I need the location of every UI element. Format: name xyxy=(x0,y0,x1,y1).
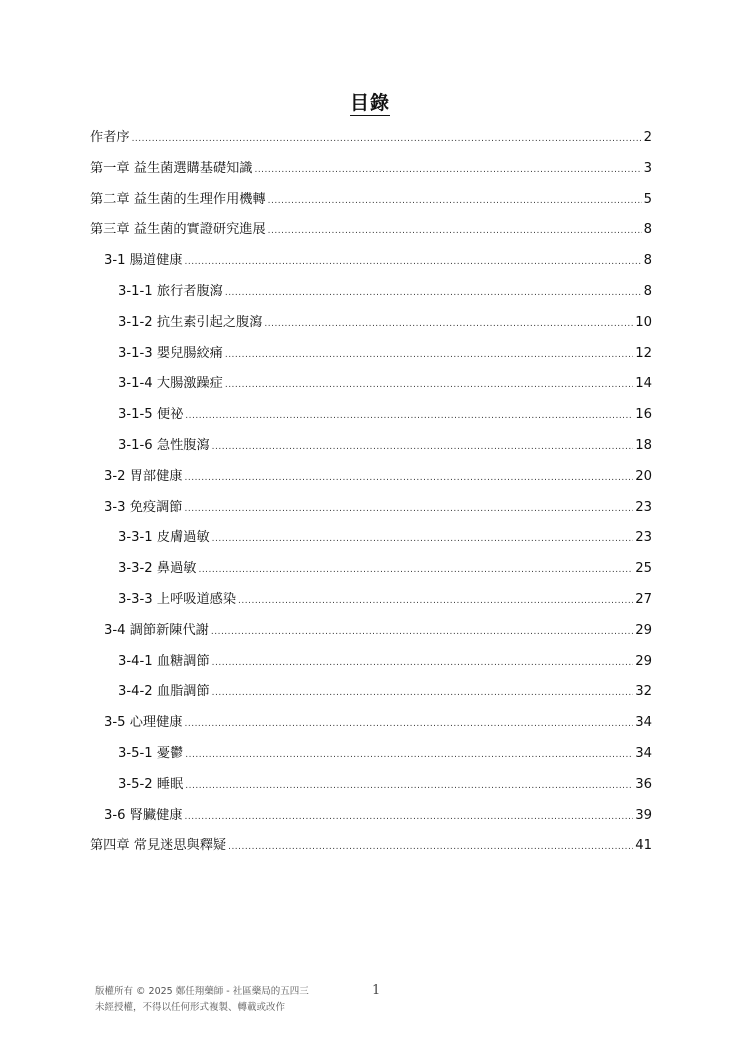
toc-leader-dots xyxy=(212,658,634,668)
toc-leader-dots xyxy=(228,842,633,852)
toc-entry-label: 3-3-2 鼻過敏 xyxy=(118,561,197,577)
toc-entry[interactable] xyxy=(90,526,652,557)
toc-leader-dots xyxy=(238,596,633,606)
toc-entry[interactable] xyxy=(90,403,652,434)
toc-entry-label: 3-3-3 上呼吸道感染 xyxy=(118,591,237,607)
toc-entry[interactable] xyxy=(90,434,652,465)
license-line: 未經授權，不得以任何形式複製、轉載或改作 xyxy=(95,1002,286,1013)
page-number: 1 xyxy=(372,983,381,998)
toc-entry-label: 3-4-2 血脂調節 xyxy=(118,684,210,700)
toc-entry[interactable] xyxy=(90,834,652,865)
toc-entry[interactable] xyxy=(90,465,652,496)
toc-leader-dots xyxy=(212,442,634,452)
toc-entry[interactable] xyxy=(90,680,652,711)
toc-entry[interactable] xyxy=(90,342,652,373)
toc-leader-dots xyxy=(254,165,641,175)
toc-title-text: 目錄 xyxy=(349,92,390,114)
toc-leader-dots xyxy=(184,504,633,514)
toc-leader-dots xyxy=(212,688,634,698)
toc-entry[interactable] xyxy=(90,218,652,249)
toc-entry-page: 20 xyxy=(635,468,652,484)
toc-entry-label: 作者序 xyxy=(90,130,130,145)
toc-entry-page: 14 xyxy=(635,376,652,392)
toc-entry[interactable] xyxy=(90,773,652,804)
toc-entry-label: 第三章 益生菌的實證研究進展 xyxy=(90,222,266,238)
toc-entry-label: 3-1-4 大腸激躁症 xyxy=(118,376,223,392)
toc-entry-label: 第二章 益生菌的生理作用機轉 xyxy=(90,191,266,207)
toc-entry[interactable] xyxy=(90,280,652,311)
toc-entry-page: 10 xyxy=(635,314,652,330)
toc-entry-label: 3-6 腎臟健康 xyxy=(104,807,183,823)
toc-entry-page: 39 xyxy=(635,807,652,823)
toc-entry-page: 32 xyxy=(635,684,652,700)
toc-entry-label: 3-3-1 皮膚過敏 xyxy=(118,530,210,546)
toc-entry[interactable] xyxy=(90,711,652,742)
copyright-line: 版權所有 © 2025 鄭任翔藥師 - 社區藥局的五四三 xyxy=(95,986,309,997)
toc-leader-dots xyxy=(268,226,642,236)
toc-entry[interactable] xyxy=(90,311,652,342)
toc-entry-page: 27 xyxy=(635,591,652,607)
toc-leader-dots xyxy=(185,750,633,760)
toc-entry-page: 29 xyxy=(635,622,652,638)
toc-entry-page: 5 xyxy=(643,191,652,207)
toc-entry-label: 3-3 免疫調節 xyxy=(104,499,183,515)
toc-entry[interactable] xyxy=(90,188,652,219)
toc-leader-dots xyxy=(211,627,633,637)
toc-entry-page: 18 xyxy=(635,437,652,453)
toc-entry-page: 25 xyxy=(635,561,652,577)
toc-entry-label: 3-1-5 便祕 xyxy=(118,407,184,423)
toc-entry-label: 3-1 腸道健康 xyxy=(104,253,183,269)
toc-leader-dots xyxy=(198,565,633,575)
toc-entry-page: 8 xyxy=(643,253,652,269)
toc-title xyxy=(0,88,740,115)
toc-entry-label: 3-1-1 旅行者腹瀉 xyxy=(118,283,223,299)
toc-entry-label: 第四章 常見迷思與釋疑 xyxy=(90,838,227,854)
toc-entry[interactable] xyxy=(90,557,652,588)
toc-leader-dots xyxy=(185,411,633,421)
toc-leader-dots xyxy=(132,134,642,144)
toc-entry-page: 29 xyxy=(635,653,652,669)
toc-leader-dots xyxy=(225,380,633,390)
toc-entry[interactable] xyxy=(90,372,652,403)
copyright-footer xyxy=(95,984,309,1016)
toc-leader-dots xyxy=(184,812,633,822)
toc-entry[interactable] xyxy=(90,804,652,835)
toc-entry-page: 23 xyxy=(635,499,652,515)
toc-entry-label: 3-5-2 睡眠 xyxy=(118,776,184,792)
toc-entry[interactable] xyxy=(90,742,652,773)
toc-leader-dots xyxy=(225,288,642,298)
toc-entry-page: 2 xyxy=(643,130,652,145)
toc-entry-page: 36 xyxy=(635,776,652,792)
toc-entry[interactable] xyxy=(90,496,652,527)
toc-entry-label: 3-5 心理健康 xyxy=(104,715,183,731)
toc-leader-dots xyxy=(184,257,641,267)
toc-leader-dots xyxy=(225,350,633,360)
toc-entry-label: 3-5-1 憂鬱 xyxy=(118,745,184,761)
toc-entry[interactable] xyxy=(90,650,652,681)
toc-entry-label: 3-1-6 急性腹瀉 xyxy=(118,437,210,453)
toc-entry-page: 23 xyxy=(635,530,652,546)
toc-entry[interactable] xyxy=(90,157,652,188)
toc-entry[interactable] xyxy=(90,249,652,280)
table-of-contents xyxy=(90,126,652,865)
toc-entry[interactable] xyxy=(90,588,652,619)
toc-entry-page: 16 xyxy=(635,407,652,423)
toc-leader-dots xyxy=(264,319,633,329)
toc-entry-label: 3-1-3 嬰兒腸絞痛 xyxy=(118,345,223,361)
toc-entry-page: 34 xyxy=(635,745,652,761)
toc-entry[interactable] xyxy=(90,619,652,650)
toc-leader-dots xyxy=(185,781,633,791)
toc-entry-label: 第一章 益生菌選購基礎知識 xyxy=(90,160,253,176)
toc-entry-label: 3-4-1 血糖調節 xyxy=(118,653,210,669)
toc-leader-dots xyxy=(212,534,634,544)
toc-entry-page: 8 xyxy=(643,283,652,299)
toc-entry-label: 3-1-2 抗生素引起之腹瀉 xyxy=(118,314,263,330)
toc-entry-page: 34 xyxy=(635,715,652,731)
toc-entry-label: 3-4 調節新陳代謝 xyxy=(104,622,209,638)
toc-entry-page: 12 xyxy=(635,345,652,361)
toc-leader-dots xyxy=(184,473,633,483)
toc-entry[interactable] xyxy=(90,126,652,157)
toc-entry-page: 3 xyxy=(643,160,652,176)
toc-entry-page: 8 xyxy=(643,222,652,238)
toc-entry-page: 41 xyxy=(635,838,652,854)
toc-leader-dots xyxy=(268,196,642,206)
toc-leader-dots xyxy=(184,719,633,729)
toc-entry-label: 3-2 胃部健康 xyxy=(104,468,183,484)
